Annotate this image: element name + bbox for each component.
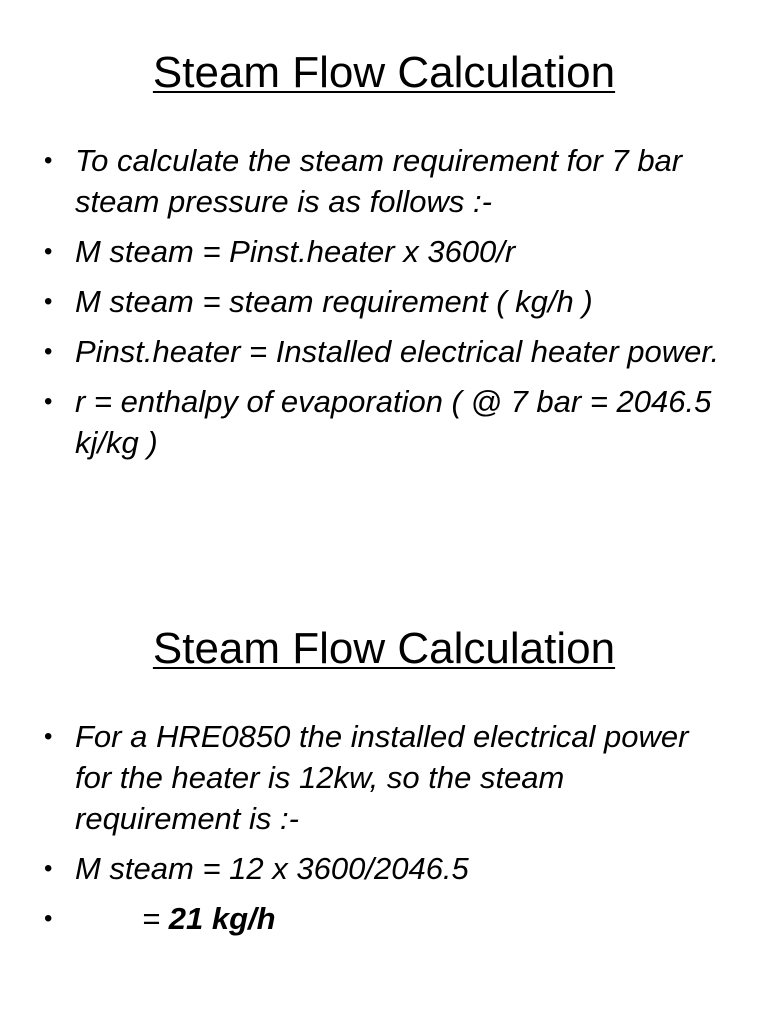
bullet-text: M steam = steam requirement ( kg/h ) (75, 284, 593, 319)
bullet-list (0, 140, 768, 472)
bullet-icon: • (44, 288, 53, 315)
bullet-list (0, 716, 768, 948)
bullet-item (0, 331, 768, 372)
bullet-text: M steam = Pinst.heater x 3600/r (75, 234, 516, 269)
bullet-item (0, 848, 768, 889)
bullet-text: For a HRE0850 the installed electrical power for the heater is 12kw, so the steam requirement is :- (75, 719, 689, 836)
bullet-item (0, 281, 768, 322)
bullet-icon: • (44, 238, 53, 265)
bullet-icon: • (44, 388, 53, 415)
bullet-text: r = enthalpy of evaporation ( @ 7 bar = 2046.5 kj/kg ) (75, 384, 712, 460)
bullet-item (0, 231, 768, 272)
bullet-text: M steam = 12 x 3600/2046.5 (75, 851, 469, 886)
bullet-icon: • (44, 338, 53, 365)
slide-title: Steam Flow Calculation (152, 624, 616, 673)
slide-title: Steam Flow Calculation (152, 48, 616, 97)
result-bullet (0, 898, 768, 939)
bullet-icon: • (44, 147, 53, 174)
bullet-icon: • (44, 855, 53, 882)
bullet-icon: • (44, 723, 53, 750)
bullet-icon: • (44, 905, 53, 932)
bullet-text: Pinst.heater = Installed electrical heater power. (75, 334, 720, 369)
bullet-text: To calculate the steam requirement for 7 bar steam pressure is as follows :- (75, 143, 683, 219)
bullet-item (0, 381, 768, 463)
result-value: 21 kg/h (168, 901, 276, 936)
result-equals: = (142, 901, 161, 936)
bullet-item (0, 140, 768, 222)
bullet-item (0, 716, 768, 839)
